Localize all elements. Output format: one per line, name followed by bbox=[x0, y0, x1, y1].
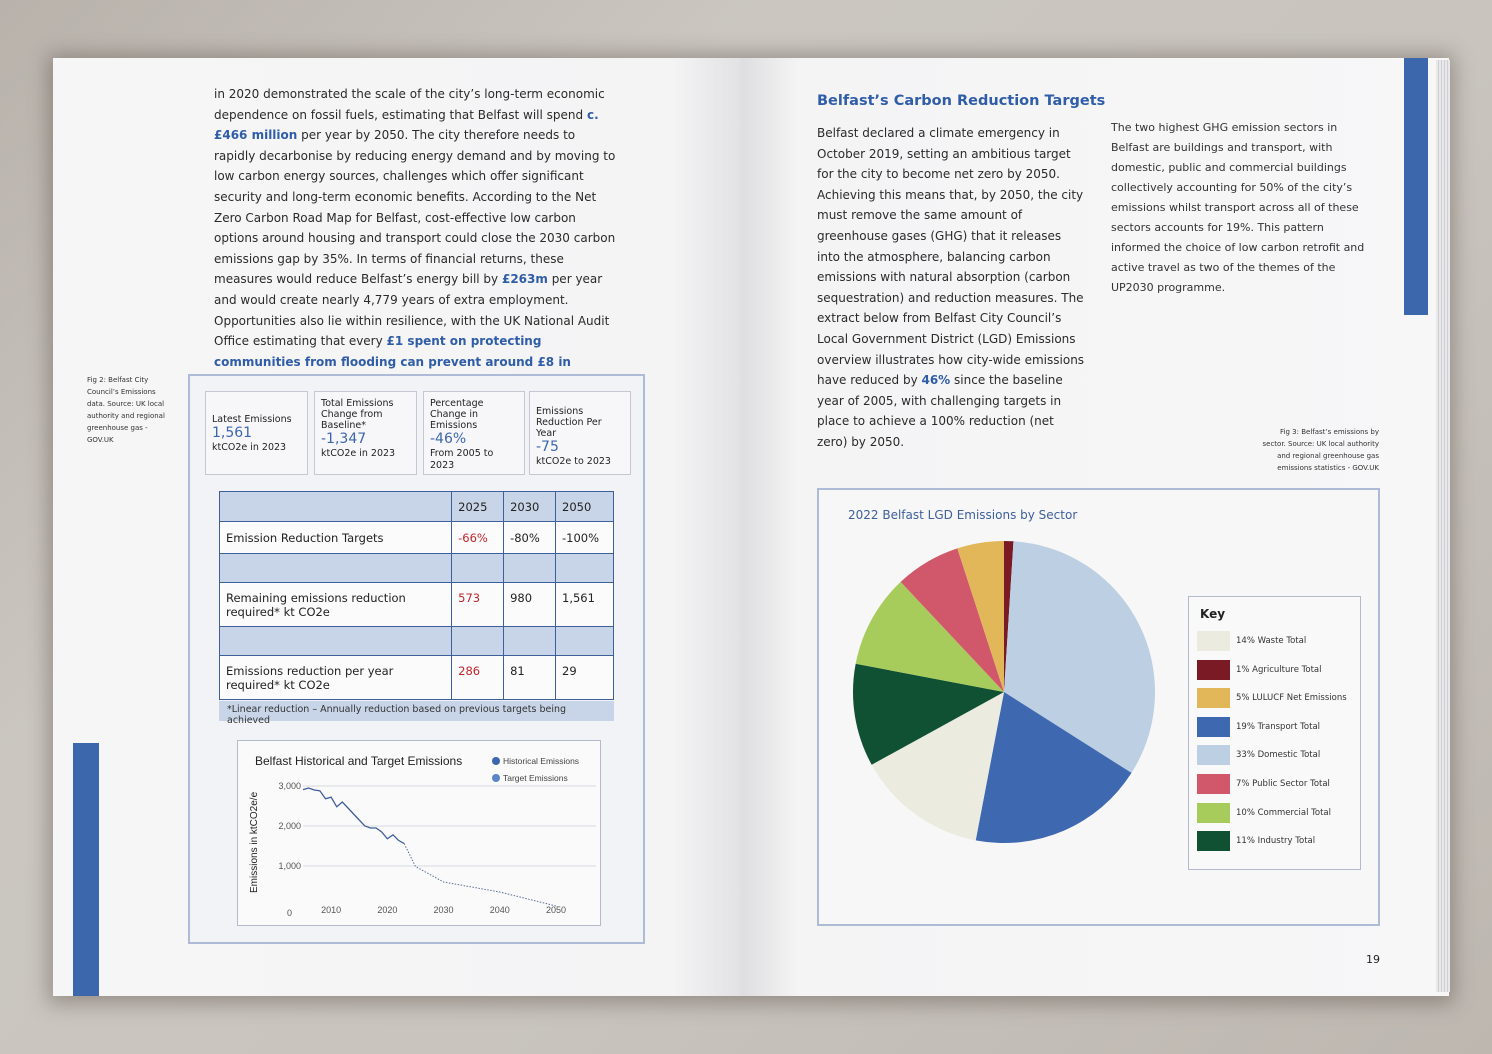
highlight-energy-bill: £263m bbox=[501, 272, 548, 287]
cell-2025: 573 bbox=[452, 583, 504, 627]
stat-unit: From 2005 to 2023 bbox=[430, 448, 494, 471]
stat-card-percentage bbox=[423, 391, 525, 475]
stat-card-per-year bbox=[529, 391, 631, 475]
highlight-flooding: £1 spent on protecting communities from flooding can prevent around £8 in bbox=[214, 334, 571, 369]
legend-label: 1% Agriculture Total bbox=[1236, 664, 1322, 675]
legend-label: 14% Waste Total bbox=[1236, 636, 1307, 646]
table-spacer-row bbox=[220, 627, 614, 656]
stat-label: Emissions Reduction Per Year bbox=[536, 406, 602, 439]
stat-label: Percentage Change in Emissions bbox=[430, 398, 484, 431]
legend-swatch bbox=[1197, 803, 1230, 823]
page-edges bbox=[1436, 60, 1450, 992]
fig3-caption: Fig 3: Belfast’s emissions by sector. Source: UK local authority and regional greenhouse gas emissions statistics - GOV.UK bbox=[1262, 428, 1379, 472]
cell-2025: 286 bbox=[452, 656, 504, 700]
legend-item bbox=[1197, 831, 1315, 851]
x-tick-label: 2030 bbox=[433, 905, 454, 915]
left-accent-bar bbox=[73, 743, 99, 996]
stat-label: Latest Emissions bbox=[212, 414, 292, 425]
cell-2025: -66% bbox=[452, 522, 504, 554]
legend-marker-historical bbox=[492, 757, 500, 765]
line-chart-svg bbox=[238, 741, 599, 924]
body-text-part: per year and would create nearly 4,779 years of extra employment. Opportunities also lie within resilience, with the UK National Audit Office estimating that every bbox=[214, 272, 610, 349]
stat-value: -46% bbox=[430, 431, 467, 447]
highlight-percentage: 46% bbox=[921, 373, 951, 388]
body-text-part: in 2020 demonstrated the scale of the city’s long-term economic dependence on fossil fuels, estimating that Belfast will spend bbox=[214, 87, 605, 122]
legend-item bbox=[1197, 774, 1330, 794]
right-body-text bbox=[817, 123, 1087, 453]
body-text-part: per year by 2050. The city therefore needs to rapidly decarbonise by reducing energy demand and by moving to low carbon energy sources, challenges which offer significant security and long-term economic benefits. According to the Net Zero Carbon Road Map for Belfast, cost-effective low carbon options around housing and transport could close the 2030 carbon emissions gap by 35%. In terms of financial returns, these measures would reduce Belfast’s energy bill by bbox=[214, 128, 616, 287]
table-row bbox=[220, 522, 614, 554]
stat-unit: ktCO2e to 2023 bbox=[536, 456, 611, 467]
table-header-cell: 2050 bbox=[556, 492, 614, 522]
legend-label: 10% Commercial Total bbox=[1236, 807, 1331, 818]
pie-chart-title: 2022 Belfast LGD Emissions by Sector bbox=[848, 508, 1078, 522]
legend-item bbox=[1197, 631, 1306, 651]
legend-swatch bbox=[1197, 631, 1230, 651]
cell-2050: 29 bbox=[556, 656, 614, 700]
historical-emissions-chart bbox=[237, 740, 601, 926]
legend-label-target: Target Emissions bbox=[503, 773, 568, 783]
cell-2030: 81 bbox=[504, 656, 556, 700]
page-number: 19 bbox=[1366, 953, 1380, 966]
stat-value: 1,561 bbox=[212, 425, 253, 441]
table-spacer-row bbox=[220, 554, 614, 583]
table-header-cell bbox=[220, 492, 452, 522]
row-label: Remaining emissions reduction required* kt CO2e bbox=[220, 583, 452, 627]
legend-swatch bbox=[1197, 745, 1230, 765]
pie-legend bbox=[1188, 596, 1361, 870]
x-tick-label: 2010 bbox=[321, 905, 342, 915]
stat-label: Total Emissions Change from Baseline* bbox=[321, 398, 394, 431]
pie-chart-svg bbox=[819, 520, 1159, 920]
historical-emissions-line bbox=[303, 788, 404, 844]
legend-label: 11% Industry Total bbox=[1236, 836, 1316, 847]
legend-item bbox=[1197, 803, 1331, 823]
legend-label-historical: Historical Emissions bbox=[503, 756, 580, 766]
legend-title: Key bbox=[1200, 607, 1226, 621]
cell-2050: 1,561 bbox=[556, 583, 614, 627]
right-accent-bar bbox=[1404, 58, 1428, 315]
legend-item bbox=[1197, 717, 1320, 737]
right-side-text: The two highest GHG emission sectors in Belfast are buildings and transport, with domestic, public and commercial buildings collectively accounting for 50% of the city’s emissions whilst transport across all of these sectors accounts for 19%. This pattern informed the choice of low carbon retrofit and active travel as two of the themes of the UP2030 programme. bbox=[1111, 121, 1365, 294]
cell-2030: -80% bbox=[504, 522, 556, 554]
body-text-part: since the baseline year of 2005, with challenging targets in place to achieve a 100% reduction (net zero) by 2050. bbox=[817, 373, 1063, 449]
legend-item bbox=[1197, 745, 1320, 765]
table-footnote: *Linear reduction – Annually reduction based on previous targets being achieved bbox=[219, 701, 614, 721]
page-title: Belfast’s Carbon Reduction Targets bbox=[817, 93, 1106, 109]
left-body-text bbox=[214, 84, 620, 393]
y-tick-label: 3,000 bbox=[278, 781, 301, 791]
x-tick-label: 2040 bbox=[489, 905, 510, 915]
stat-card-baseline bbox=[314, 391, 417, 475]
left-page bbox=[53, 58, 741, 996]
fig2-caption: Fig 2: Belfast City Council’s Emissions data. Source: UK local authority and regional greenhouse gas - GOV.UK bbox=[87, 376, 165, 444]
legend-marker-target bbox=[492, 774, 500, 782]
y-tick-label: 2,000 bbox=[278, 821, 301, 831]
legend-label: 33% Domestic Total bbox=[1236, 750, 1321, 761]
y-tick-label: 1,000 bbox=[278, 861, 301, 871]
row-label: Emission Reduction Targets bbox=[220, 522, 452, 554]
legend-swatch bbox=[1197, 688, 1230, 708]
emissions-figure bbox=[188, 374, 645, 944]
highlight-spend: c.£466 million bbox=[214, 107, 599, 143]
legend-swatch bbox=[1197, 660, 1230, 680]
table-header-cell: 2030 bbox=[504, 492, 556, 522]
cell-2050: -100% bbox=[556, 522, 614, 554]
row-label: Emissions reduction per year required* kt CO2e bbox=[220, 656, 452, 700]
y-tick-label: 0 bbox=[286, 908, 292, 918]
legend-item bbox=[1197, 688, 1347, 708]
chart-title: Belfast Historical and Target Emissions bbox=[255, 754, 463, 768]
targets-table bbox=[219, 491, 614, 700]
target-emissions-line bbox=[404, 844, 556, 906]
legend-label: 19% Transport Total bbox=[1236, 721, 1321, 732]
cell-2030: 980 bbox=[504, 583, 556, 627]
table-header-row bbox=[220, 492, 614, 522]
table-row bbox=[220, 656, 614, 700]
table-row bbox=[220, 583, 614, 627]
legend-swatch bbox=[1197, 717, 1230, 737]
stat-unit: ktCO2e in 2023 bbox=[321, 448, 396, 459]
right-page bbox=[741, 58, 1449, 996]
stat-value: -75 bbox=[536, 439, 559, 455]
legend-label: 5% LULUCF Net Emissions bbox=[1236, 693, 1347, 704]
x-tick-label: 2050 bbox=[545, 905, 567, 915]
sector-emissions-figure bbox=[817, 488, 1380, 926]
legend-swatch bbox=[1197, 831, 1230, 851]
stat-unit: ktCO2e in 2023 bbox=[212, 442, 287, 453]
y-axis-label: Emissions in ktCO2e/e bbox=[249, 791, 260, 893]
legend-swatch bbox=[1197, 774, 1230, 794]
stat-card-latest bbox=[205, 391, 308, 475]
table-header-cell: 2025 bbox=[452, 492, 504, 522]
body-text-part: Belfast declared a climate emergency in October 2019, setting an ambitious target for the city to become net zero by 2050. Achieving this means that, by 2050, the city must remove the same amount of greenhouse gases (GHG) that it releases into the atmosphere, balancing carbon emissions with natural absorption (carbon sequestration) and reduction measures. The extract below from Belfast City Council’s Local Government District (LGD) Emissions overview illustrates how city-wide emissions have reduced by bbox=[817, 126, 1085, 388]
legend-label: 7% Public Sector Total bbox=[1236, 779, 1330, 789]
stat-value: -1,347 bbox=[321, 431, 367, 447]
x-tick-label: 2020 bbox=[377, 905, 398, 915]
legend-item bbox=[1197, 660, 1322, 680]
